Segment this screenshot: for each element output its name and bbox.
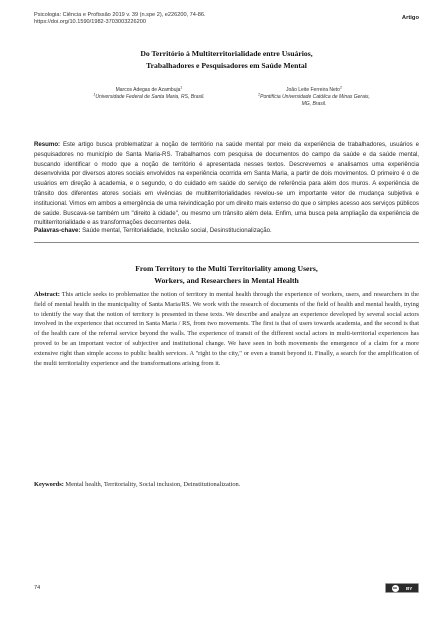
section-divider [34,242,419,243]
abstract-pt-text: Este artigo busca problematizar a noção de território na saúde mental por meio da experiência de trabalhadores, usuários e pesquisadores no município de Santa Maria-RS. Trabalhamos com pesquisa de documentos do campo da saúde e da saúde mental, buscando identificar o modo que a noção de território é apresentada nesses textos. Descrevemos e analisamos uma experiência desenvolvida por diversos atores sociais envolvidos na experiência ocorrida em Santa Maria, a partir de dois movimentos. O primeiro é o de usuários em direção à academia, e o segundo, o do cuidado em saúde do serviço de referência para além dos muros. A experiência de trânsito dos diferentes atores sociais em vivências de multiterritorialidades revelou-se um importante vetor de mudança subjetiva e institucional. Vimos em ambos a emergência de uma reivindicação por um direito mais extenso do que o simples acesso aos serviços públicos de saúde. Buscava-se também um "direito à cidade", ou mesmo um trânsito além dela. Enfim, uma busca pela ampliação da experiência de multiterritorialidade e as transformações decorrentes dela. [34,141,419,227]
author-2-superscript: 2 [339,85,342,90]
page-number: 74 [34,585,41,591]
abstract-pt-label: Resumo: [34,141,61,148]
keywords-pt-label: Palavras-chave: [34,227,81,234]
author-1 [84,87,214,101]
abstract-portuguese [34,140,419,228]
author-1-superscript: 1 [180,85,183,90]
author-1-affiliation: Universidade Federal de Santa Maria, RS, Brasil. [95,93,205,100]
keywords-pt-text: Saúde mental, Territorialidade, Inclusão social, Desinstitucionalização. [80,227,272,234]
title-en-line-2: Workers, and Researchers in Mental Health [154,275,299,285]
author-1-name: Marcos Adegas de Azambuja [115,87,181,93]
author-2-affiliation-superscript: 2 [258,92,261,97]
abstract-en-text: This article seeks to problematize the notion of territory in mental health through the experience of workers, users, and researchers in the field of mental health in the municipality of Santa Maria/RS. We work with the research of documents of the field of health and mental health, trying to identify the way that the notion of territory is presented in these texts. We describe and analyze an experience developed by several social actors involved in the experience that occurred in Santa Maria / RS, from two movements. The first is that of users towards academia, and the second is that of the health care of the referral service beyond the walls. The experience of transit of the different social actors in multi-territorial experiences has proved to be an important vector of subjective and institutional change. We have seen in both movements the emergence of a claim for a more extensive right than simple access to public health services. A "right to the city," or even a transit beyond it. Finally, a search for the amplification of the multi territoriality experience and the transformations arising from it. [34,291,419,367]
creative-commons-icon[interactable] [385,583,419,593]
cc-ring-icon: cc [393,586,398,590]
author-2-affiliation-line-1: Pontifícia Universidade Católica de Minas Gerais, [260,93,370,100]
author-1-affiliation-superscript: 1 [93,92,96,97]
abstract-en-label: Abstract: [34,291,60,298]
title-pt-line-1: Do Território à Multiterritorialidade entre Usuários, [140,49,313,58]
keywords-portuguese [34,227,419,234]
title-en-line-1: From Territory to the Multi Territoriality among Users, [135,264,318,273]
keywords-en-label: Keywords: [34,481,64,488]
doi-link[interactable]: https://doi.org/10.1590/1982-3703003226200 [34,19,146,26]
journal-header [34,12,419,27]
keywords-en-text: Mental health, Territoriality, Social inclusion, Deinstitutionalization. [63,481,241,488]
journal-citation: Psicologia: Ciência e Profissão 2019 v. 39 (n.spe 2), e226200, 74-86. [34,12,206,18]
page-footer [34,583,419,595]
author-2 [249,87,379,107]
title-portuguese [34,48,419,71]
keywords-english [34,481,419,488]
abstract-english [34,290,419,368]
author-2-name: João Leite Ferreira Neto [286,87,340,93]
author-2-affiliation-line-2: MG, Brasil. [301,100,327,107]
title-english [34,263,419,286]
title-pt-line-2: Trabalhadores e Pesquisadores em Saúde Mental [146,60,307,70]
cc-by-label: BY [405,585,413,591]
section-tag: Artigo [401,15,419,21]
